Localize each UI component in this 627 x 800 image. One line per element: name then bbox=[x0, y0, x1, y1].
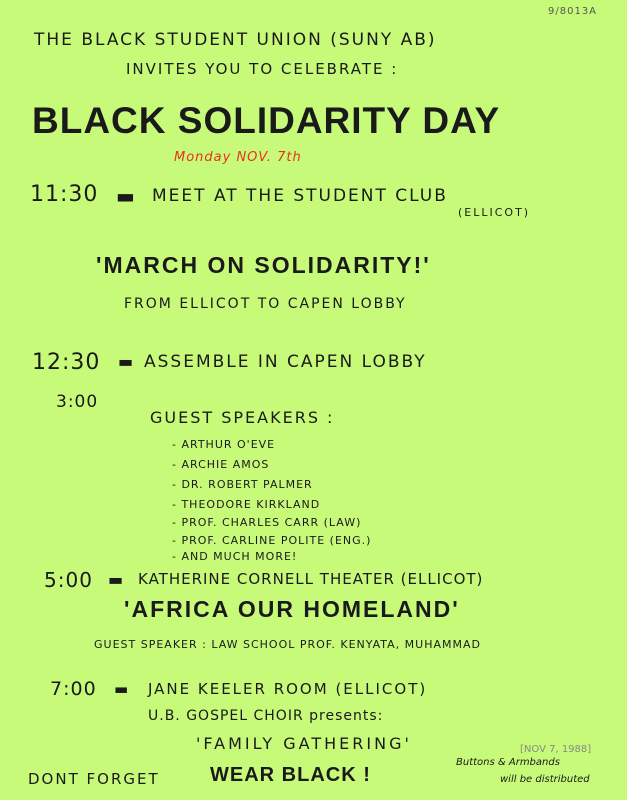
event-text-500: KATHERINE CORNELL THEATER (ELLICOT) bbox=[138, 570, 484, 588]
speaker-item: - DR. ROBERT PALMER bbox=[172, 478, 313, 491]
march-route: FROM ELLICOT TO CAPEN LOBBY bbox=[124, 296, 407, 312]
event-dash-1130: ▬ bbox=[116, 184, 138, 208]
event-text-1130: MEET AT THE STUDENT CLUB bbox=[152, 186, 448, 206]
event-time-700: 7:00 bbox=[50, 678, 97, 700]
event-time-500: 5:00 bbox=[44, 568, 93, 592]
choir-line: U.B. GOSPEL CHOIR presents: bbox=[148, 708, 384, 724]
event-dash-500: ▬ bbox=[108, 570, 127, 589]
event-sub-1130: (ELLICOT) bbox=[458, 206, 531, 219]
speakers-heading: GUEST SPEAKERS : bbox=[150, 408, 335, 427]
header-line-1: THE BLACK STUDENT UNION (SUNY AB) bbox=[34, 30, 437, 50]
header-line-2: INVITES YOU TO CELEBRATE : bbox=[126, 60, 399, 78]
speaker-item: - ARCHIE AMOS bbox=[172, 458, 270, 471]
event-text-1230: ASSEMBLE IN CAPEN LOBBY bbox=[144, 352, 427, 372]
event-time-300: 3:00 bbox=[56, 392, 99, 412]
buttons-line-2: will be distributed bbox=[500, 774, 590, 785]
africa-guest: GUEST SPEAKER : LAW SCHOOL PROF. KENYATA, MUHAMMAD bbox=[94, 638, 481, 651]
main-title: BLACK SOLIDARITY DAY bbox=[32, 100, 501, 141]
speaker-item: - THEODORE KIRKLAND bbox=[172, 498, 321, 511]
buttons-line-1: Buttons & Armbands bbox=[456, 757, 560, 768]
dont-forget: DONT FORGET bbox=[28, 770, 160, 788]
speaker-item: - PROF. CHARLES CARR (LAW) bbox=[172, 516, 362, 529]
speaker-item: - PROF. CARLINE POLITE (ENG.) bbox=[172, 534, 372, 547]
speaker-item: - ARTHUR O'EVE bbox=[172, 438, 276, 451]
wear-black: WEAR BLACK ! bbox=[210, 764, 371, 786]
date-note: Monday NOV. 7th bbox=[174, 150, 302, 165]
family-gathering: 'FAMILY GATHERING' bbox=[196, 734, 412, 753]
africa-title: 'AFRICA OUR HOMELAND' bbox=[124, 596, 460, 622]
date-stamp: [NOV 7, 1988] bbox=[520, 744, 592, 755]
event-time-1130: 11:30 bbox=[30, 182, 99, 207]
march-title: 'MARCH ON SOLIDARITY!' bbox=[96, 252, 431, 278]
event-dash-700: ▬ bbox=[114, 680, 132, 698]
event-text-700: JANE KEELER ROOM (ELLICOT) bbox=[148, 680, 428, 698]
speaker-item: - AND MUCH MORE! bbox=[172, 550, 298, 563]
event-dash-1230: ▬ bbox=[118, 352, 137, 371]
archive-id: 9/8013A bbox=[548, 6, 598, 17]
event-time-1230: 12:30 bbox=[32, 350, 101, 375]
